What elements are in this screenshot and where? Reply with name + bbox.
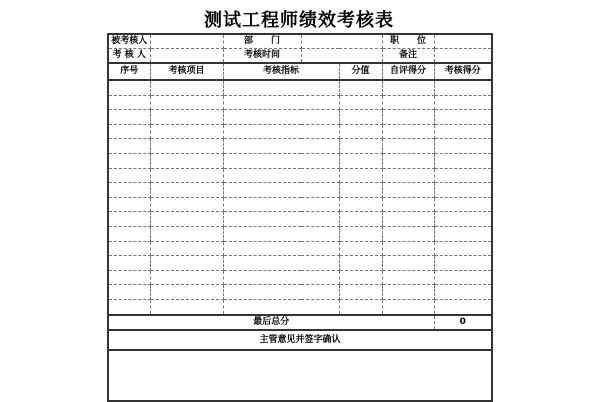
reviewee-label: 被考核人 — [108, 34, 150, 49]
cell-review-score[interactable] — [434, 241, 492, 256]
cell-indicator[interactable] — [223, 124, 339, 139]
cell-self-score[interactable] — [382, 80, 434, 95]
position-label: 职 位 — [382, 34, 434, 49]
position-value[interactable] — [434, 34, 492, 49]
evaluation-sheet — [107, 0, 491, 400]
cell-item[interactable] — [150, 80, 223, 95]
cell-points[interactable] — [339, 197, 382, 212]
cell-points[interactable] — [339, 153, 382, 168]
cell-seq[interactable] — [108, 153, 150, 168]
table-row — [108, 124, 492, 139]
cell-points[interactable] — [339, 124, 382, 139]
info-row-1 — [108, 34, 492, 49]
cell-points[interactable] — [339, 226, 382, 241]
cell-self-score[interactable] — [382, 285, 434, 300]
cell-self-score[interactable] — [382, 212, 434, 227]
table-row — [108, 110, 492, 125]
cell-item[interactable] — [150, 270, 223, 285]
table-row — [108, 226, 492, 241]
cell-indicator[interactable] — [223, 168, 339, 183]
cell-self-score[interactable] — [382, 95, 434, 110]
cell-points[interactable] — [339, 212, 382, 227]
cell-indicator[interactable] — [223, 197, 339, 212]
cell-seq[interactable] — [108, 299, 150, 314]
cell-self-score[interactable] — [382, 226, 434, 241]
signature-area[interactable] — [108, 350, 492, 401]
cell-item[interactable] — [150, 124, 223, 139]
reviewer-label: 考 核 人 — [108, 49, 150, 64]
col-header-item: 考核项目 — [150, 63, 223, 80]
cell-points[interactable] — [339, 168, 382, 183]
cell-review-score[interactable] — [434, 110, 492, 125]
col-header-seq: 序号 — [108, 63, 150, 80]
cell-review-score[interactable] — [434, 139, 492, 154]
cell-seq[interactable] — [108, 212, 150, 227]
signature-row — [108, 350, 492, 401]
cell-review-score[interactable] — [434, 226, 492, 241]
cell-item[interactable] — [150, 110, 223, 125]
cell-points[interactable] — [339, 241, 382, 256]
table-row — [108, 95, 492, 110]
cell-points[interactable] — [339, 139, 382, 154]
cell-review-score[interactable] — [434, 95, 492, 110]
total-label: 最后总分 — [108, 315, 434, 330]
cell-indicator[interactable] — [223, 80, 339, 95]
info-row-2 — [108, 49, 492, 64]
cell-review-score[interactable] — [434, 212, 492, 227]
cell-item[interactable] — [150, 153, 223, 168]
cell-item[interactable] — [150, 212, 223, 227]
cell-seq[interactable] — [108, 256, 150, 271]
total-row — [108, 315, 492, 330]
evaluation-table — [107, 33, 493, 402]
cell-points[interactable] — [339, 270, 382, 285]
total-score: 0 — [434, 315, 492, 330]
confirm-row — [108, 330, 492, 350]
cell-self-score[interactable] — [382, 241, 434, 256]
cell-points[interactable] — [339, 110, 382, 125]
cell-self-score[interactable] — [382, 139, 434, 154]
cell-item[interactable] — [150, 183, 223, 198]
table-row — [108, 270, 492, 285]
cell-seq[interactable] — [108, 110, 150, 125]
cell-review-score[interactable] — [434, 124, 492, 139]
cell-review-score[interactable] — [434, 270, 492, 285]
cell-seq[interactable] — [108, 285, 150, 300]
table-row — [108, 299, 492, 314]
cell-indicator[interactable] — [223, 285, 339, 300]
cell-seq[interactable] — [108, 183, 150, 198]
cell-indicator[interactable] — [223, 110, 339, 125]
cell-item[interactable] — [150, 256, 223, 271]
reviewee-value[interactable] — [150, 34, 223, 49]
cell-review-score[interactable] — [434, 153, 492, 168]
review-time-value[interactable] — [301, 49, 382, 64]
col-header-self-score: 自评得分 — [382, 63, 434, 80]
cell-points[interactable] — [339, 299, 382, 314]
cell-seq[interactable] — [108, 139, 150, 154]
remark-label: 备注 — [382, 49, 434, 64]
cell-indicator[interactable] — [223, 139, 339, 154]
cell-review-score[interactable] — [434, 183, 492, 198]
cell-review-score[interactable] — [434, 80, 492, 95]
table-row — [108, 80, 492, 95]
table-row — [108, 168, 492, 183]
cell-indicator[interactable] — [223, 270, 339, 285]
cell-self-score[interactable] — [382, 270, 434, 285]
cell-points[interactable] — [339, 183, 382, 198]
cell-indicator[interactable] — [223, 212, 339, 227]
cell-self-score[interactable] — [382, 124, 434, 139]
review-time-label: 考核时间 — [223, 49, 301, 64]
cell-self-score[interactable] — [382, 153, 434, 168]
cell-seq[interactable] — [108, 168, 150, 183]
cell-seq[interactable] — [108, 270, 150, 285]
cell-review-score[interactable] — [434, 197, 492, 212]
cell-item[interactable] — [150, 226, 223, 241]
cell-indicator[interactable] — [223, 95, 339, 110]
cell-indicator[interactable] — [223, 183, 339, 198]
sheet-title: 测试工程师绩效考核表 — [204, 10, 394, 31]
cell-review-score[interactable] — [434, 299, 492, 314]
remark-value[interactable] — [434, 49, 492, 64]
cell-seq[interactable] — [108, 124, 150, 139]
cell-self-score[interactable] — [382, 197, 434, 212]
col-header-review-score: 考核得分 — [434, 63, 492, 80]
cell-review-score[interactable] — [434, 168, 492, 183]
department-label: 部 门 — [223, 34, 301, 49]
cell-self-score[interactable] — [382, 299, 434, 314]
cell-item[interactable] — [150, 168, 223, 183]
department-value[interactable] — [301, 34, 382, 49]
cell-indicator[interactable] — [223, 299, 339, 314]
table-row — [108, 256, 492, 271]
cell-indicator[interactable] — [223, 226, 339, 241]
cell-seq[interactable] — [108, 95, 150, 110]
table-row — [108, 197, 492, 212]
cell-seq[interactable] — [108, 80, 150, 95]
cell-points[interactable] — [339, 95, 382, 110]
cell-item[interactable] — [150, 241, 223, 256]
cell-seq[interactable] — [108, 241, 150, 256]
cell-self-score[interactable] — [382, 168, 434, 183]
cell-self-score[interactable] — [382, 183, 434, 198]
cell-points[interactable] — [339, 256, 382, 271]
column-header-row — [108, 63, 492, 80]
cell-item[interactable] — [150, 139, 223, 154]
table-row — [108, 139, 492, 154]
cell-review-score[interactable] — [434, 285, 492, 300]
col-header-indicator: 考核指标 — [223, 63, 339, 80]
cell-self-score[interactable] — [382, 256, 434, 271]
cell-seq[interactable] — [108, 197, 150, 212]
confirm-label: 主管意见并签字确认 — [108, 330, 492, 350]
cell-review-score[interactable] — [434, 256, 492, 271]
cell-points[interactable] — [339, 285, 382, 300]
table-row — [108, 153, 492, 168]
reviewer-value[interactable] — [150, 49, 223, 64]
table-row — [108, 285, 492, 300]
table-row — [108, 241, 492, 256]
cell-self-score[interactable] — [382, 110, 434, 125]
col-header-points: 分值 — [339, 63, 382, 80]
cell-item[interactable] — [150, 299, 223, 314]
cell-indicator[interactable] — [223, 153, 339, 168]
cell-seq[interactable] — [108, 226, 150, 241]
cell-indicator[interactable] — [223, 241, 339, 256]
cell-item[interactable] — [150, 95, 223, 110]
cell-item[interactable] — [150, 285, 223, 300]
cell-points[interactable] — [339, 80, 382, 95]
table-row — [108, 212, 492, 227]
cell-item[interactable] — [150, 197, 223, 212]
table-row — [108, 183, 492, 198]
cell-indicator[interactable] — [223, 256, 339, 271]
